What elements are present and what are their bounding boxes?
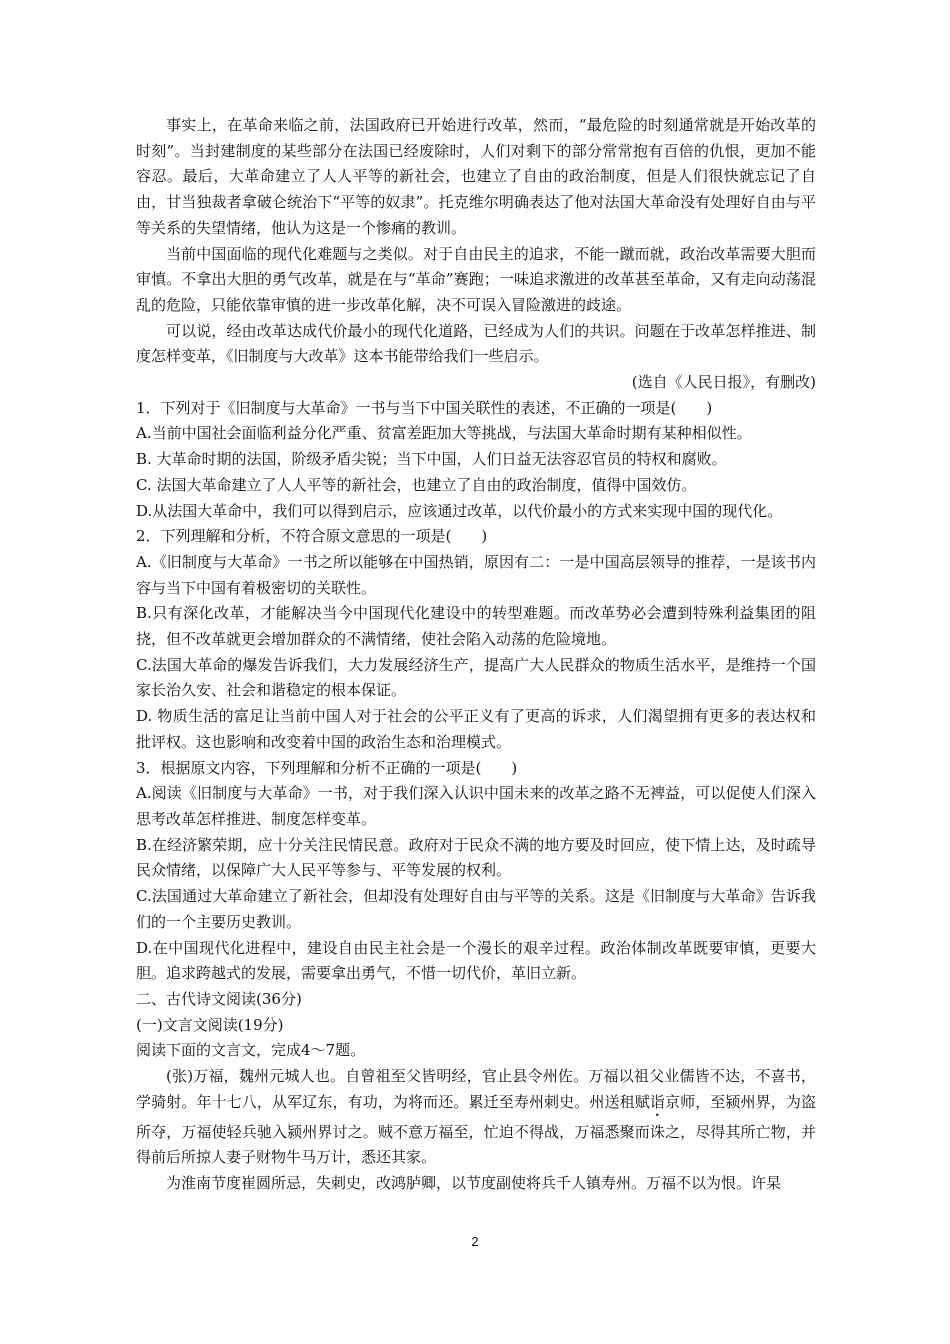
- question-option: B.只有深化改革，才能解决当今中国现代化建设中的转型难题。而改革势必会遭到特殊利益集团的阻挠，但不改革就更会增加群众的不满情绪，使社会陷入动荡的危险境地。: [136, 604, 816, 649]
- question-option: C. 法国大革命建立了人人平等的新社会，也建立了自由的政治制度，值得中国效仿。: [136, 475, 697, 494]
- classical-text-segment: (张)万福，魏州元城人也。自曾祖至父皆明经，官止县令州佐。万福以祖父业儒皆不达，不喜书，学骑射。年十七八，从军辽东，有功，为将而还。累迁至寿州刺史。州送租赋: [136, 1067, 816, 1111]
- question-option: A.阅读《旧制度与大革命》一书，对于我们深入认识中国未来的改革之路不无裨益，可以促使人们深入思考改革怎样推进、制度怎样变革。: [136, 784, 816, 828]
- article-paragraph: 事实上，在革命来临之前，法国政府已开始进行改革，然而，“最危险的时刻通常就是开始改革的时刻”。当封建制度的某些部分在法国已经废除时，人们对剩下的部分常常抱有百倍的仇恨，更加不能容忍。最后，大革命建立了人人平等的新社会，也建立了自由的政治制度，但是人们很快就忘记了自由，甘当独裁者拿破仑统治下“平等的奴隶”。托克维尔明确表达了他对法国大革命没有处理好自由与平等关系的失望情绪，他认为这是一个惨痛的教训。: [136, 116, 816, 237]
- article-paragraph: 当前中国面临的现代化难题与之类似。对于自由民主的追求，不能一蹴而就，政治改革需要大胆而审慎。不拿出大胆的勇气改革，就是在与“革命”赛跑；一味追求激进的改革甚至革命，又有走向动荡混乱的危险，只能依靠审慎的进一步改革化解，决不可误入冒险激进的歧途。: [136, 244, 816, 314]
- page-number: 2: [471, 1234, 479, 1249]
- question-stem: 1．下列对于《旧制度与大革命》一书与当下中国关联性的表述，不正确的一项是( ): [136, 398, 713, 417]
- question-option: B.在经济繁荣期，应十分关注民情民意。政府对于民众不满的地方要及时回应，使下情上达，及时疏导民众情绪，以保障广大人民平等参与、平等发展的权利。: [136, 835, 816, 880]
- question-option: D.从法国大革命中，我们可以得到启示，应该通过改革，以代价最小的方式来实现中国的现代化。: [136, 501, 783, 520]
- question-option: D.在中国现代化进程中，建设自由民主社会是一个漫长的艰辛过程。政治体制改革既要审慎，更要大胆。追求跨越式的发展，需要拿出勇气，不惜一切代价，革旧立新。: [136, 938, 816, 983]
- question-option: A.《旧制度与大革命》一书之所以能够在中国热销，原因有二：一是中国高层领导的推荐，一是该书内容与当下中国有着极密切的关联性。: [136, 552, 816, 597]
- section-heading: 二、古代诗文阅读(36分): [136, 989, 302, 1008]
- question-stem: 3．根据原文内容，下列理解和分析不正确的一项是( ): [136, 758, 518, 777]
- classical-text-paragraph: [136, 1064, 816, 1171]
- article-source: (选自《人民日报》，有删改): [631, 373, 816, 392]
- section-instruction: 阅读下面的文言文，完成4～7题。: [136, 1041, 366, 1060]
- emphasis-dotted-character: 诣: [649, 1092, 665, 1111]
- section-subheading: (一)文言文阅读(19分): [136, 1015, 284, 1034]
- question-option: A.当前中国社会面临利益分化严重、贫富差距加大等挑战，与法国大革命时期有某种相似性。: [136, 424, 752, 443]
- question-option: C.法国大革命的爆发告诉我们，大力发展经济生产，提高广大人民群众的物质生活水平，是维持一个国家长治久安、社会和谐稳定的根本保证。: [136, 655, 816, 700]
- article-paragraph: 可以说，经由改革达成代价最小的现代化道路，已经成为人们的共识。问题在于改革怎样推进、制度怎样变革，《旧制度与大改革》这本书能带给我们一些启示。: [136, 321, 816, 366]
- classical-text-segment: 京师，至颍州界，为盗所夺，万福使轻兵驰入颍州界讨之。贼不意万福至，忙迫不得战，万福悉聚而诛之，尽得其所亡物，并得前后所掠人妻子财物牛马万计，悉还其家。: [136, 1092, 816, 1167]
- document-page: [136, 113, 816, 1197]
- question-option: C.法国通过大革命建立了新社会，但却没有处理好自由与平等的关系。这是《旧制度与大革命》告诉我们的一个主要历史教训。: [136, 887, 816, 931]
- classical-text-paragraph: 为淮南节度崔圆所忌，失刺史，改鸿胪卿，以节度副使将兵千人镇寿州。万福不以为恨。许杲: [166, 1174, 782, 1193]
- question-option: D. 物质生活的富足让当前中国人对于社会的公平正义有了更高的诉求，人们渴望拥有更多的表达权和批评权。这也影响和改变着中国的政治生态和治理模式。: [136, 707, 816, 751]
- question-stem: 2．下列理解和分析，不符合原文意思的一项是( ): [136, 527, 488, 546]
- question-option: B. 大革命时期的法国，阶级矛盾尖锐；当下中国，人们日益无法容忍官员的特权和腐败。: [136, 450, 727, 469]
